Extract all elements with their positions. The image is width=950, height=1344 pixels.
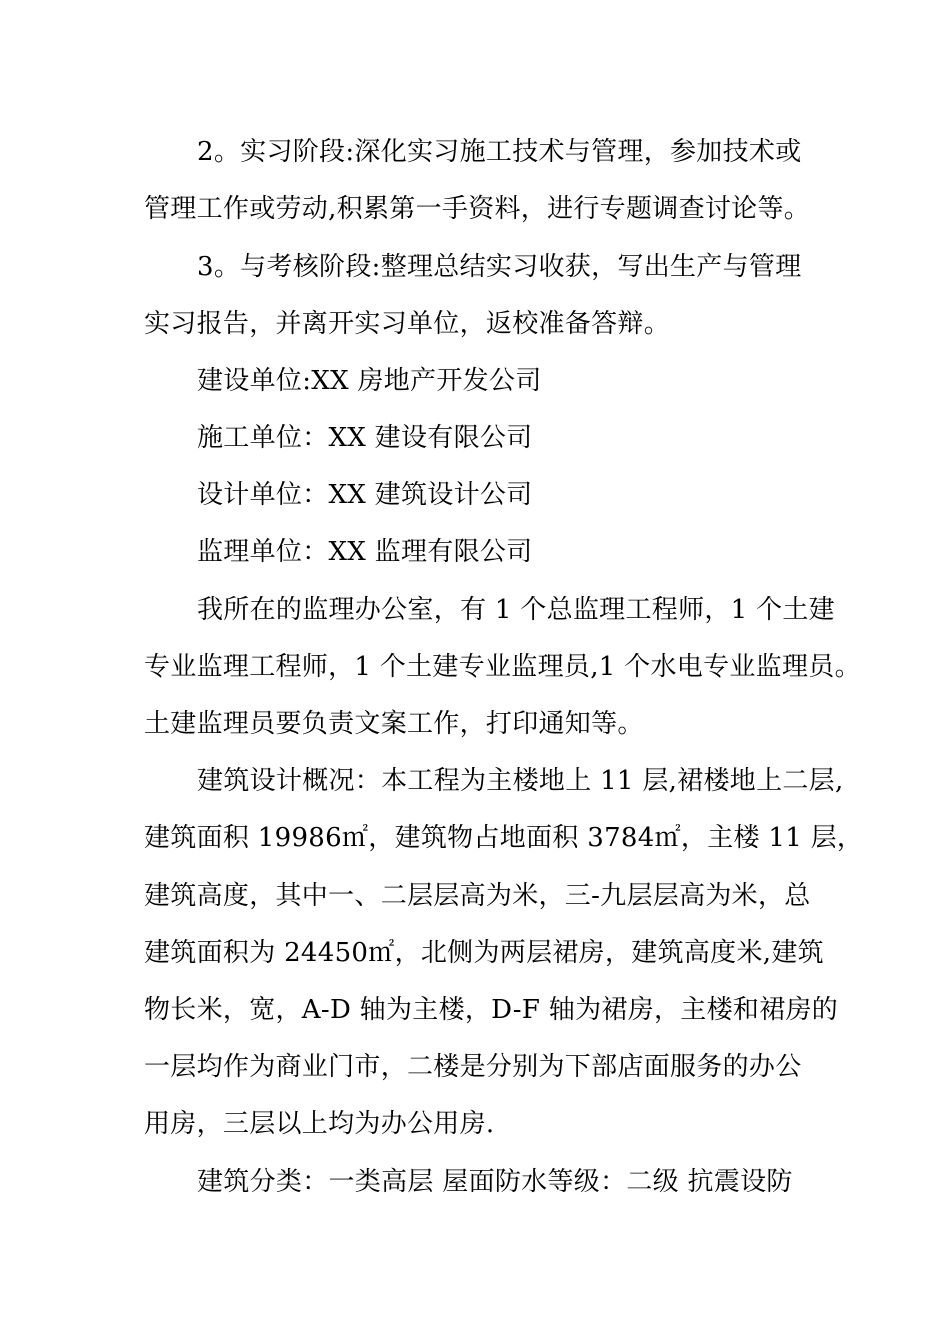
construction-unit-line: 建设单位:XX 房地产开发公司: [197, 366, 542, 396]
paragraph-line-overview-cont-2: 建筑高度，其中一、二层层高为米，三-九层层高为米，总: [144, 881, 811, 911]
paragraph-line-office-cont-2: 土建监理员要负责文案工作，打印通知等。: [144, 709, 644, 739]
paragraph-line-stage-3: 3。与考核阶段:整理总结实习收获，写出生产与管理: [197, 252, 802, 282]
paragraph-line-overview: 建筑设计概况：本工程为主楼地上 11 层,裙楼地上二层,: [197, 766, 844, 796]
supervision-unit-line: 监理单位：XX 监理有限公司: [197, 537, 533, 567]
paragraph-line-office-cont-1: 专业监理工程师，1 个土建专业监理员,1 个水电专业监理员。: [144, 652, 861, 682]
paragraph-line-overview-cont-5: 一层均作为商业门市，二楼是分别为下部店面服务的办公: [144, 1052, 802, 1082]
paragraph-line-stage-3-cont: 实习报告，并离开实习单位，返校准备答辩。: [144, 309, 671, 339]
paragraph-line-classification: 建筑分类：一类高层 屋面防水等级：二级 抗震设防: [197, 1167, 793, 1197]
design-unit-line: 设计单位：XX 建筑设计公司: [197, 480, 533, 510]
paragraph-line-stage-2: 2。实习阶段:深化实习施工技术与管理，参加技术或: [197, 137, 802, 167]
paragraph-line-stage-2-cont: 管理工作或劳动,积累第一手资料，进行专题调查讨论等。: [144, 194, 811, 224]
paragraph-line-office: 我所在的监理办公室，有 1 个总监理工程师，1 个土建: [197, 595, 835, 625]
paragraph-line-overview-cont-1: 建筑面积 19986㎡，建筑物占地面积 3784㎡，主楼 11 层，: [144, 823, 864, 853]
paragraph-line-overview-cont-3: 建筑面积为 24450㎡，北侧为两层裙房，建筑高度米,建筑: [144, 938, 824, 968]
paragraph-line-overview-cont-6: 用房，三层以上均为办公用房.: [144, 1109, 495, 1139]
paragraph-line-overview-cont-4: 物长米，宽，A-D 轴为主楼，D-F 轴为裙房，主楼和裙房的: [144, 995, 839, 1025]
contractor-unit-line: 施工单位：XX 建设有限公司: [197, 423, 533, 453]
